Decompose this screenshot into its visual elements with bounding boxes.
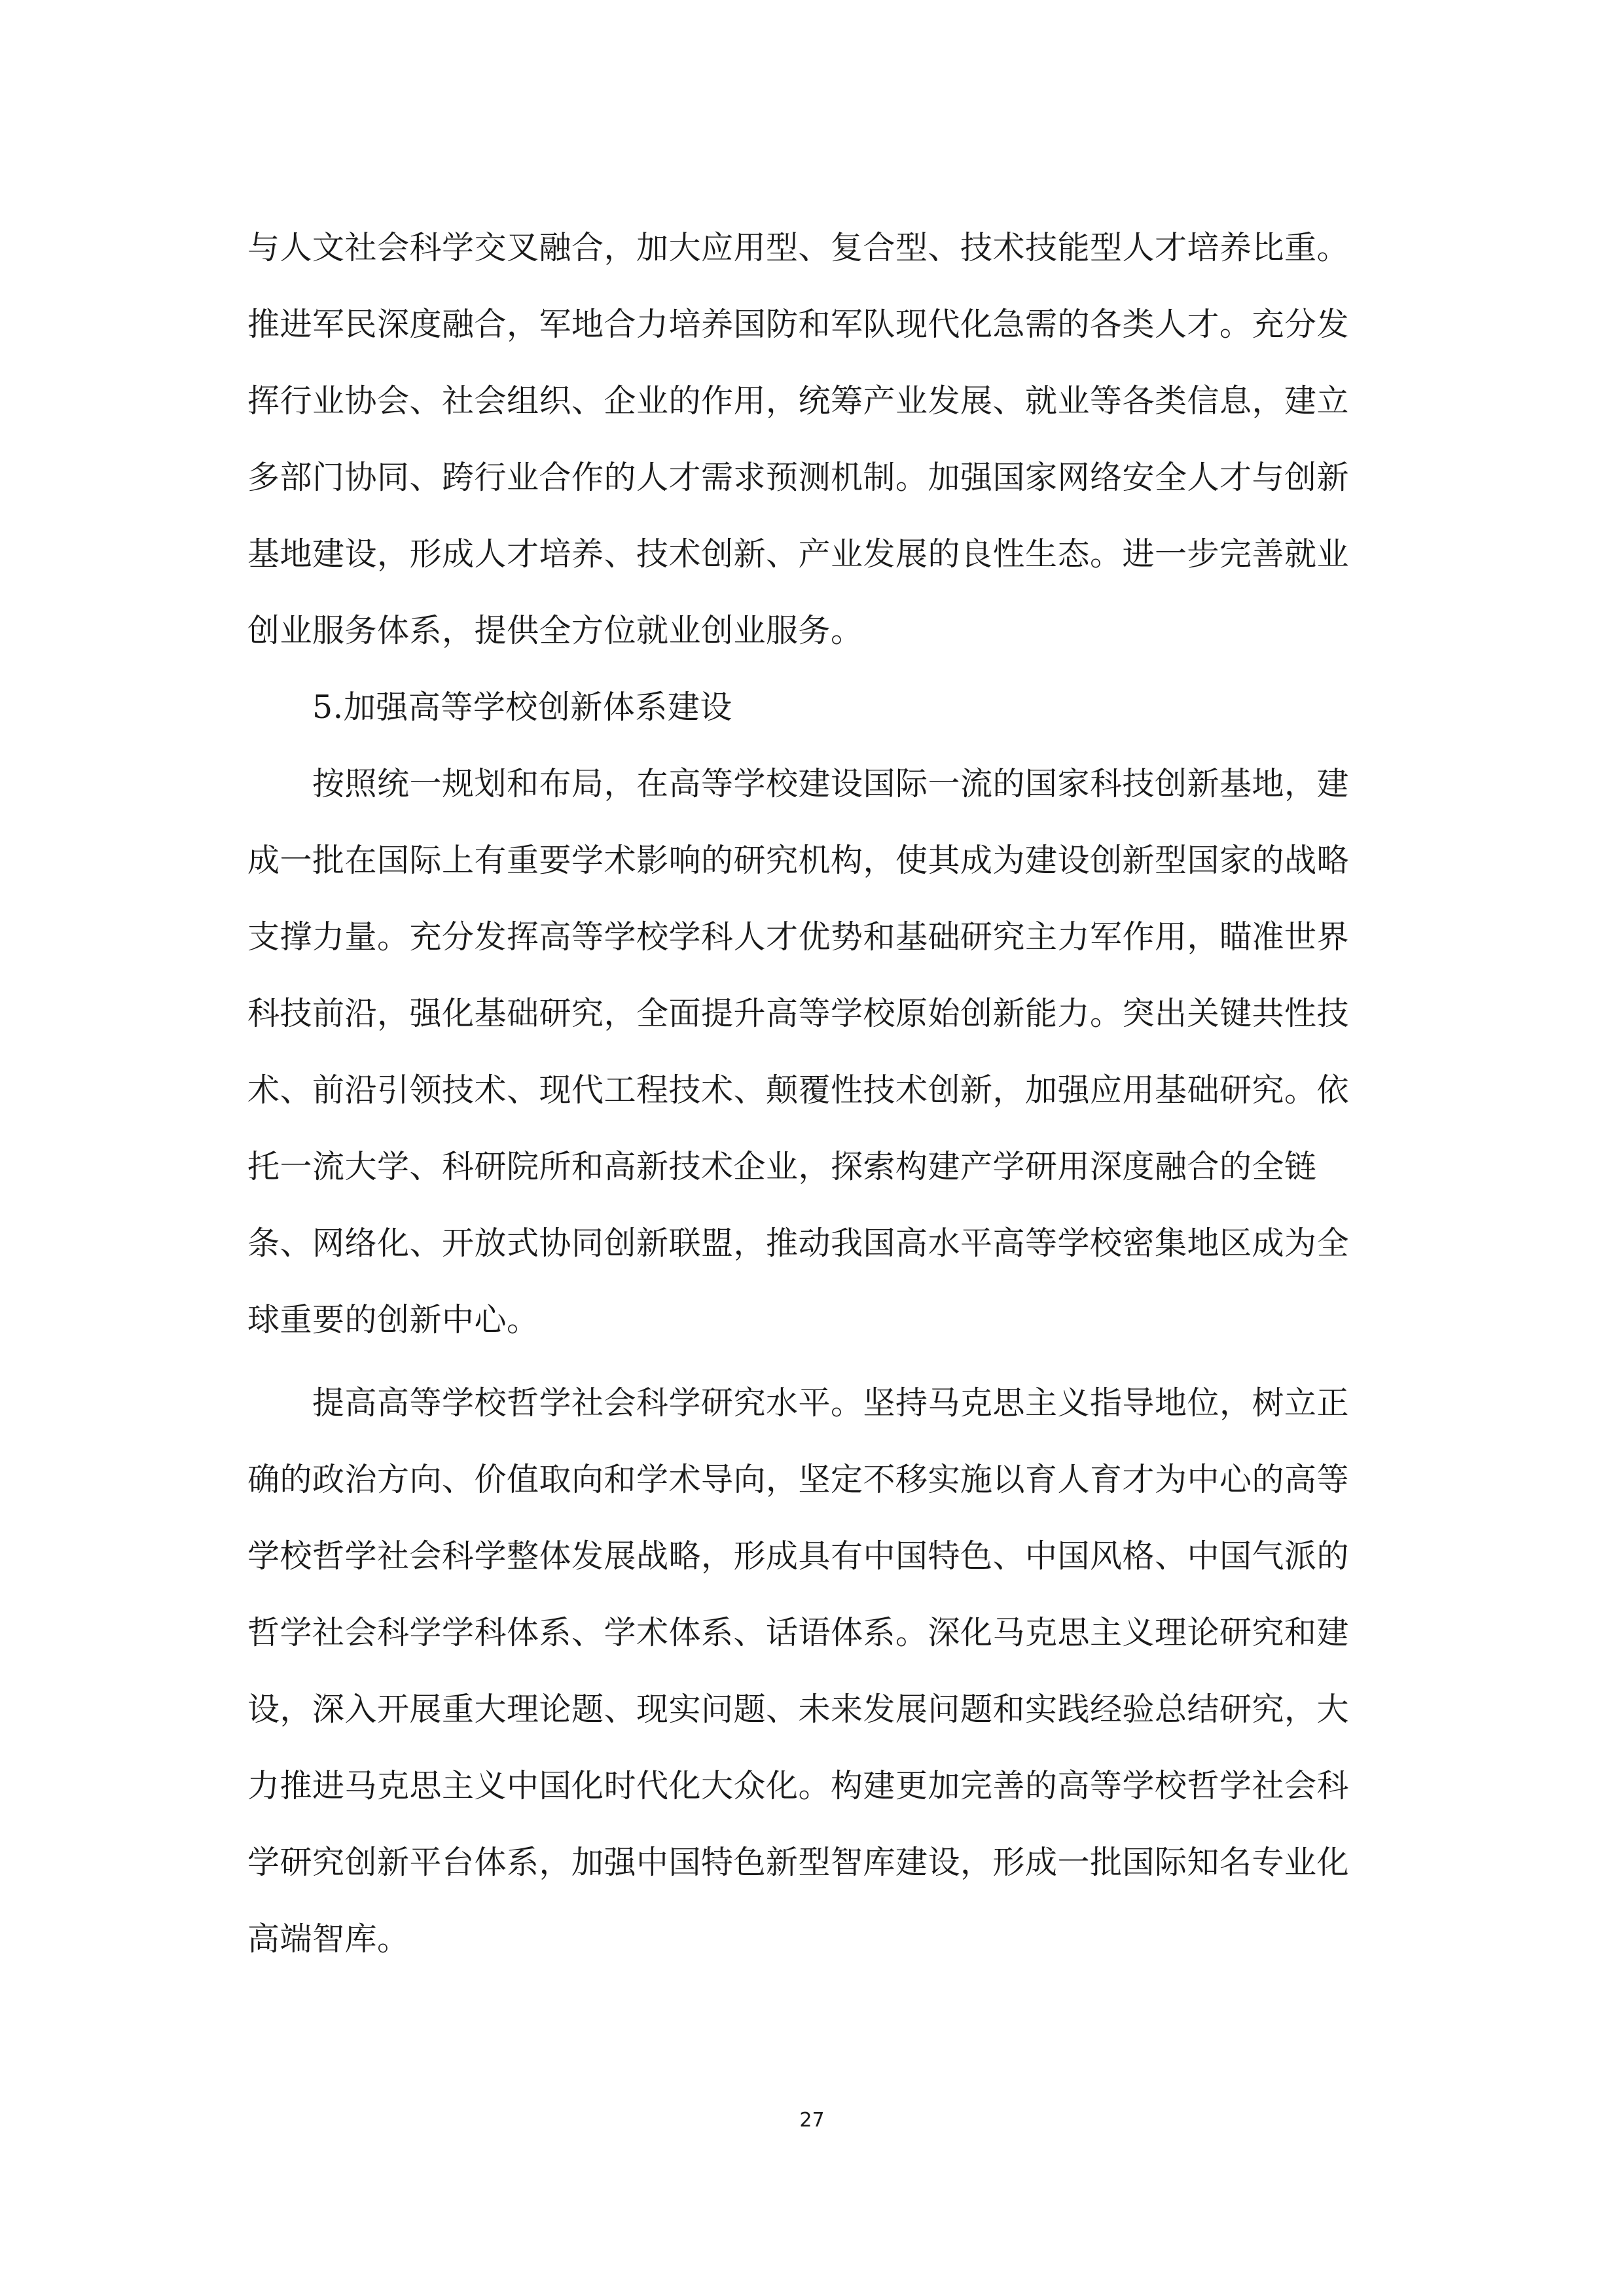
text-line: 学校哲学社会科学整体发展战略，形成具有中国特色、中国风格、中国气派的	[247, 1537, 1350, 1575]
text-line: 设，深入开展重大理论题、现实问题、未来发展问题和实践经验总结研究，大	[247, 1691, 1350, 1728]
text-line: 创业服务体系，提供全方位就业创业服务。	[247, 612, 863, 649]
section-heading	[247, 669, 1375, 745]
text-line: 高端智库。	[247, 1920, 410, 1958]
text-line: 与人文社会科学交叉融合，加大应用型、复合型、技术技能型人才培养比重。	[247, 229, 1350, 266]
text-line: 推进军民深度融合，军地合力培养国防和军队现代化急需的各类人才。充分发	[247, 306, 1350, 343]
text-line: 挥行业协会、社会组织、企业的作用，统筹产业发展、就业等各类信息，建立	[247, 382, 1350, 420]
section-heading-text: 5.加强高等学校创新体系建设	[312, 689, 732, 726]
text-line: 学研究创新平台体系，加强中国特色新型智库建设，形成一批国际知名专业化	[247, 1844, 1350, 1881]
text-line: 支撑力量。充分发挥高等学校学科人才优势和基础研究主力军作用，瞄准世界	[247, 918, 1350, 956]
paragraph-innovation-system	[247, 745, 1375, 1358]
text-line: 按照统一规划和布局，在高等学校建设国际一流的国家科技创新基地，建	[312, 765, 1350, 802]
text-line: 基地建设，形成人才培养、技术创新、产业发展的良性生态。进一步完善就业	[247, 535, 1350, 573]
text-line: 球重要的创新中心。	[247, 1301, 539, 1338]
paragraph-philosophy-social-science	[247, 1365, 1375, 1977]
text-line: 提高高等学校哲学社会科学研究水平。坚持马克思主义指导地位，树立正	[312, 1384, 1350, 1422]
text-line: 多部门协同、跨行业合作的人才需求预测机制。加强国家网络安全人才与创新	[247, 459, 1350, 496]
text-line: 条、网络化、开放式协同创新联盟，推动我国高水平高等学校密集地区成为全	[247, 1225, 1350, 1262]
paragraph-continuation	[247, 209, 1375, 669]
text-line: 成一批在国际上有重要学术影响的研究机构，使其成为建设创新型国家的战略	[247, 842, 1350, 879]
page-number: 27	[799, 2109, 825, 2132]
text-line: 确的政治方向、价值取向和学术导向，坚定不移实施以育人育才为中心的高等	[247, 1461, 1350, 1498]
text-line: 哲学社会科学学科体系、学术体系、话语体系。深化马克思主义理论研究和建	[247, 1614, 1350, 1651]
text-line: 托一流大学、科研院所和高新技术企业，探索构建产学研用深度融合的全链	[247, 1148, 1317, 1185]
text-line: 术、前沿引领技术、现代工程技术、颠覆性技术创新，加强应用基础研究。依	[247, 1071, 1350, 1109]
text-line: 科技前沿，强化基础研究，全面提升高等学校原始创新能力。突出关键共性技	[247, 995, 1350, 1032]
text-line: 力推进马克思主义中国化时代化大众化。构建更加完善的高等学校哲学社会科	[247, 1767, 1350, 1804]
